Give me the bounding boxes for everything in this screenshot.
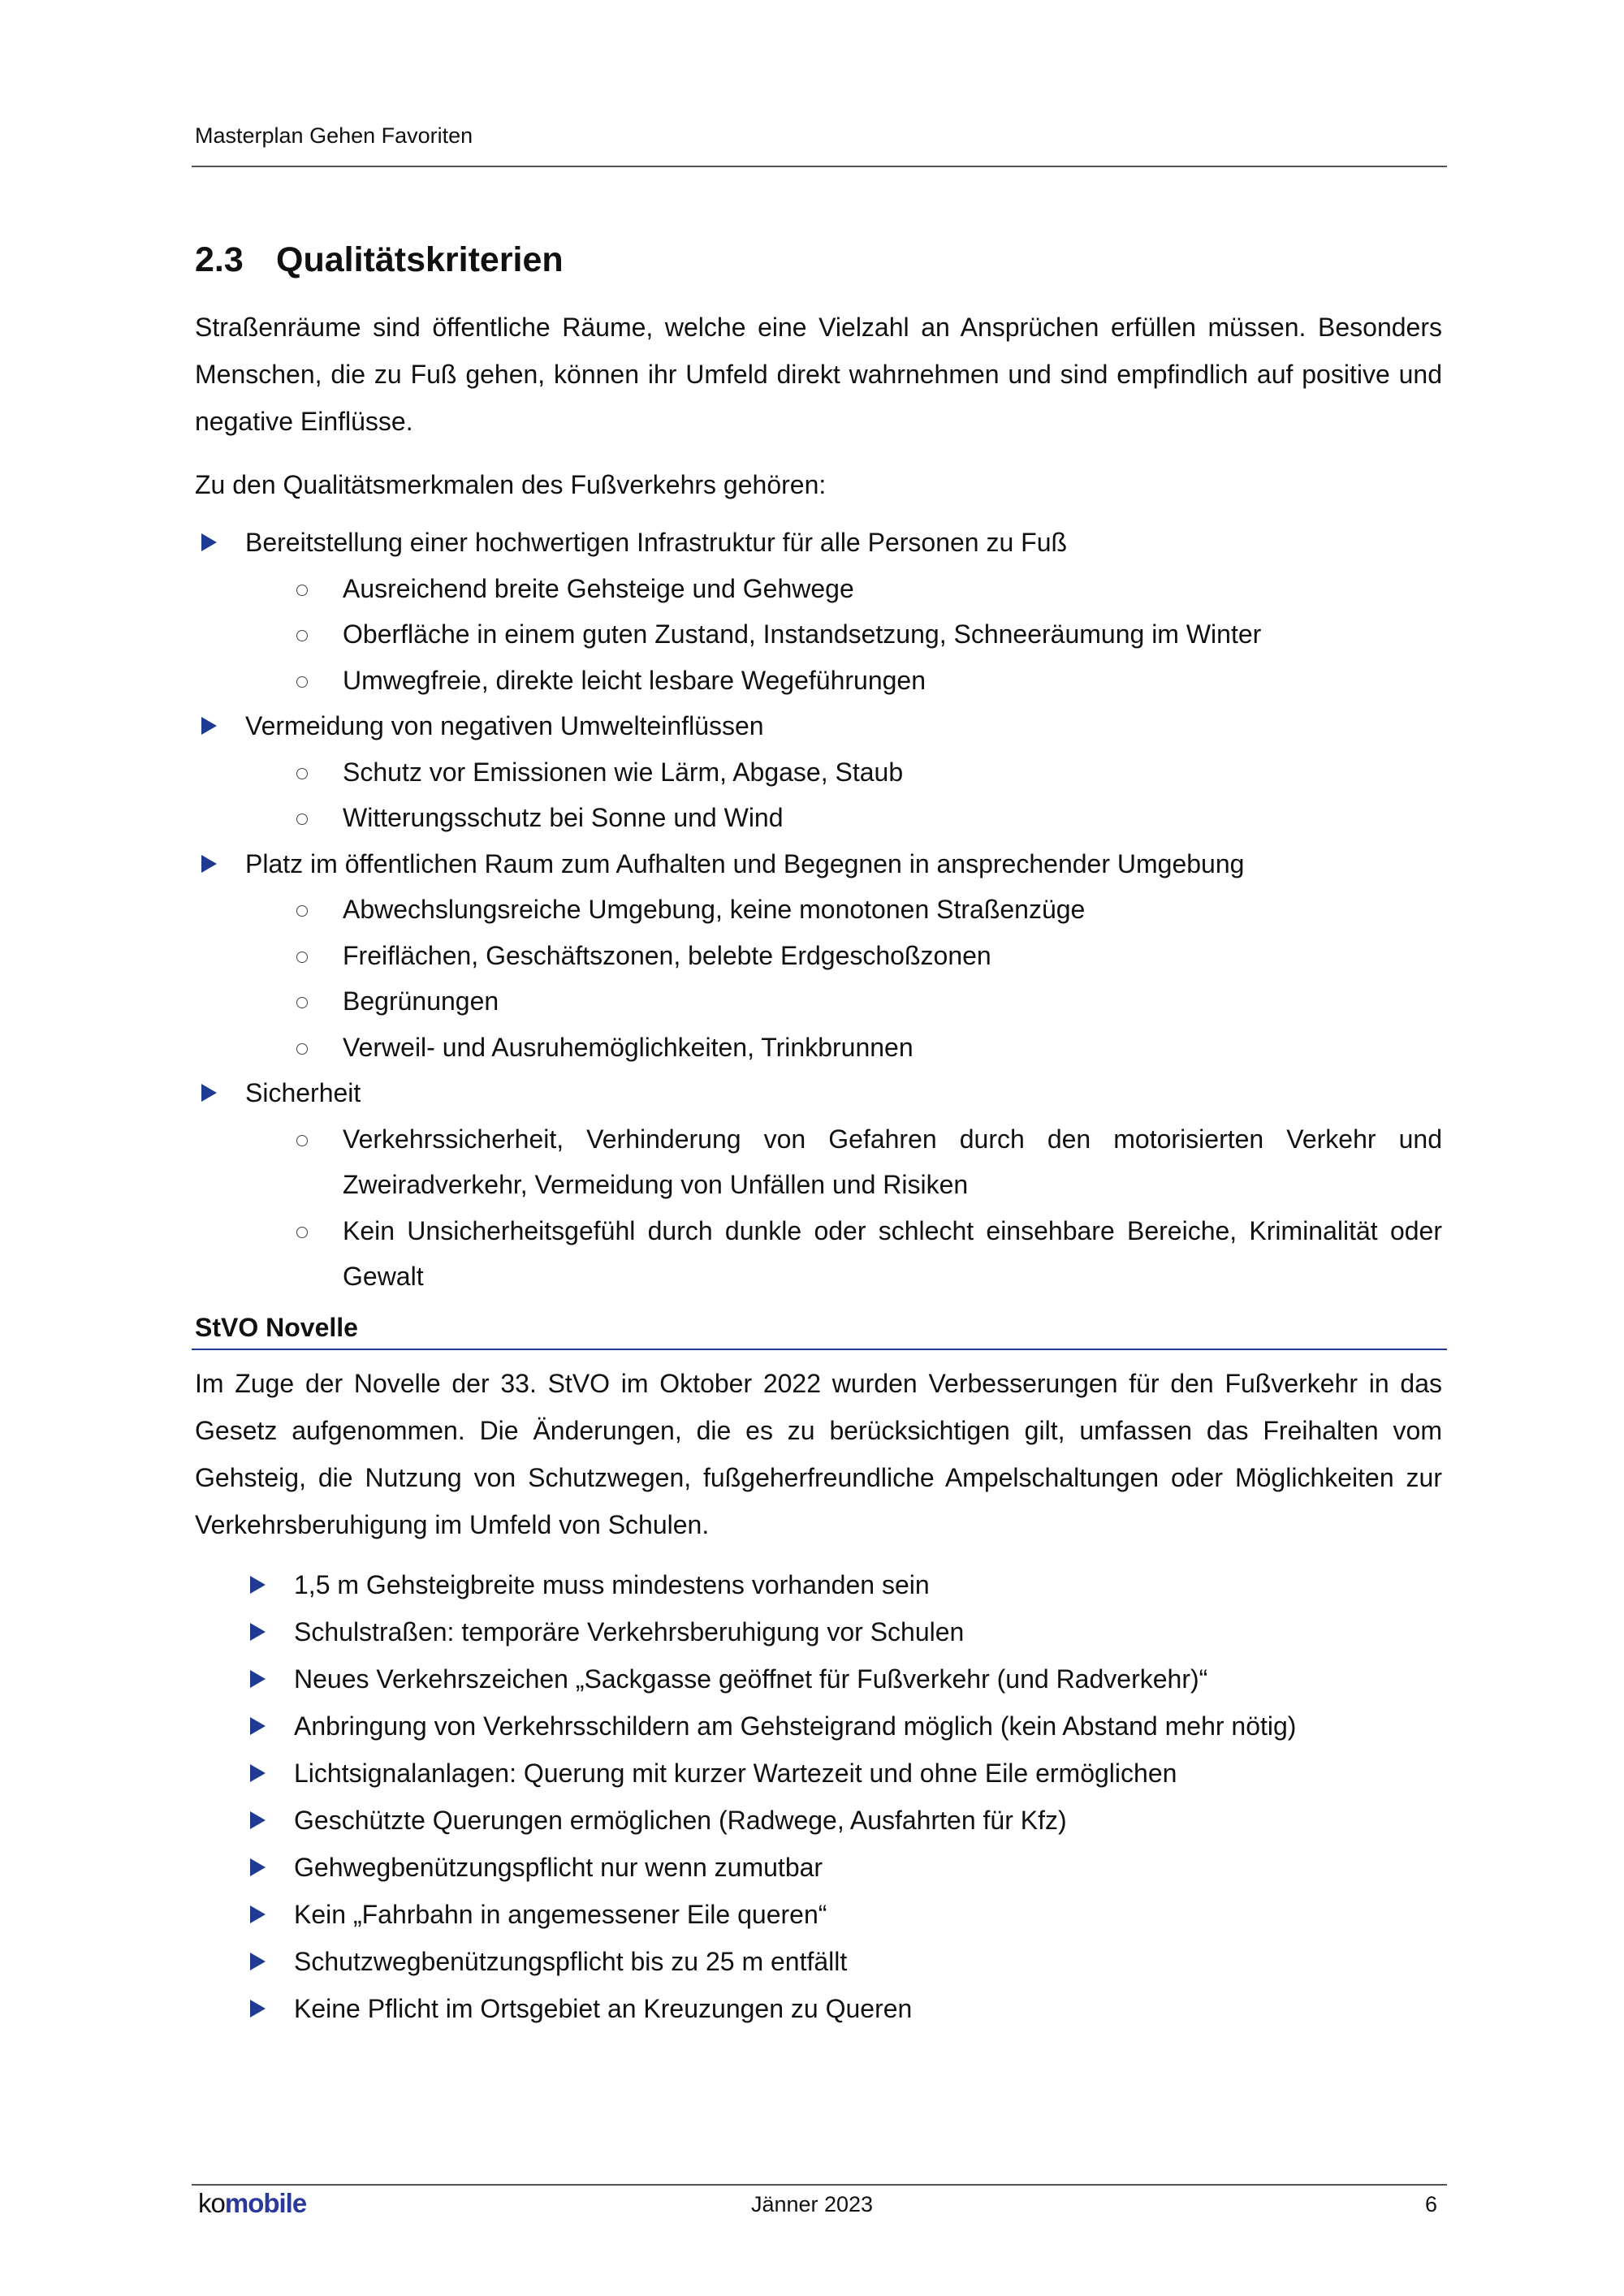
list-item xyxy=(195,1985,1442,2032)
footer-date: Jänner 2023 xyxy=(750,2192,874,2216)
page-number: 6 xyxy=(1425,2192,1438,2216)
triangle-bullet-icon xyxy=(250,1764,266,1782)
section-title: Qualitätskriterien xyxy=(276,240,564,279)
circle-bullet-icon xyxy=(296,676,308,688)
triangle-bullet-icon xyxy=(250,1576,266,1594)
section-heading xyxy=(195,235,1442,292)
stvo-paragraph: Im Zuge der Novelle der 33. StVO im Oktober 2022 wurden Verbesserungen für den Fußverkehr in das Gesetz aufgenommen. Die Änderungen, die es zu berücksichtigen gilt, umfassen das Freihalten vom Gehsteig, die Nutzung von Schutzwegen, fußgeherfreundliche Ampelschaltungen oder Möglichkeiten zur Verkehrsberuhigung im Umfeld von Schulen. xyxy=(195,1368,1442,1539)
list-item xyxy=(195,1703,1442,1750)
triangle-bullet-icon xyxy=(250,1670,266,1688)
list-item-text: Anbringung von Verkehrsschildern am Gehsteigrand möglich (kein Abstand mehr nötig) xyxy=(294,1711,1297,1741)
list-item xyxy=(195,1891,1442,1938)
stvo-heading: StVO Novelle xyxy=(195,1312,358,1342)
sub-list-item-text: Ausreichend breite Gehsteige und Gehwege xyxy=(343,573,854,603)
sub-list-item-text: Freiflächen, Geschäftszonen, belebte Erdgeschoßzonen xyxy=(343,940,991,970)
list-item-text: Gehwegbenützungspflicht nur wenn zumutbar xyxy=(294,1852,823,1882)
list-item-text: Bereitstellung einer hochwertigen Infrastruktur für alle Personen zu Fuß xyxy=(245,528,1068,557)
sub-list-item xyxy=(195,1208,1442,1300)
sub-list-item xyxy=(195,658,1442,704)
list-item xyxy=(195,1655,1442,1703)
sub-list-item-text: Oberfläche in einem guten Zustand, Instandsetzung, Schneeräumung im Winter xyxy=(343,619,1262,649)
sub-list-item-text: Verkehrssicherheit, Verhinderung von Gefahren durch den motorisierten Verkehr und Zweiradverkehr, Vermeidung von Unfällen und Risiken xyxy=(343,1124,1442,1199)
list-item-text: Lichtsignalanlagen: Querung mit kurzer Wartezeit und ohne Eile ermöglichen xyxy=(294,1758,1177,1788)
circle-bullet-icon xyxy=(296,1043,308,1055)
criteria-list xyxy=(195,520,1442,1300)
list-item-text: Geschützte Querungen ermöglichen (Radwege, Ausfahrten für Kfz) xyxy=(294,1805,1067,1835)
list-item-text: Platz im öffentlichen Raum zum Aufhalten und Begegnen in ansprechender Umgebung xyxy=(245,848,1245,878)
footer-rule xyxy=(192,2184,1447,2186)
sub-list-item xyxy=(195,611,1442,658)
running-header: Masterplan Gehen Favoriten xyxy=(195,123,473,148)
sub-list-item-text: Verweil- und Ausruhemöglichkeiten, Trinkbrunnen xyxy=(343,1032,914,1062)
triangle-bullet-icon xyxy=(250,1811,266,1829)
circle-bullet-icon xyxy=(296,814,308,825)
triangle-bullet-icon xyxy=(250,2000,266,2018)
triangle-bullet-icon xyxy=(201,533,217,551)
list-item-text: 1,5 m Gehsteigbreite muss mindestens vorhanden sein xyxy=(294,1569,930,1599)
sub-list-item-text: Begrünungen xyxy=(343,986,499,1016)
circle-bullet-icon xyxy=(296,1135,308,1146)
list-item-text: Schulstraßen: temporäre Verkehrsberuhigung vor Schulen xyxy=(294,1616,965,1646)
triangle-bullet-icon xyxy=(201,1084,217,1102)
sub-list-item xyxy=(195,795,1442,841)
circle-bullet-icon xyxy=(296,630,308,641)
list-item xyxy=(195,1938,1442,1985)
stvo-list xyxy=(195,1561,1442,2032)
intro-paragraph: Straßenräume sind öffentliche Räume, welche eine Vielzahl an Ansprüchen erfüllen müssen. Besonders Menschen, die zu Fuß gehen, können ihr Umfeld direkt wahrnehmen und sind empfindlich auf positive und negative Einflüsse. xyxy=(195,313,1442,436)
page-content xyxy=(195,235,1442,2032)
list-item-text: Sicherheit xyxy=(245,1078,361,1107)
list-item xyxy=(195,1608,1442,1655)
list-item xyxy=(195,1844,1442,1891)
list-item xyxy=(195,1750,1442,1797)
triangle-bullet-icon xyxy=(250,1623,266,1641)
sub-list-item xyxy=(195,887,1442,933)
triangle-bullet-icon xyxy=(201,717,217,735)
list-intro: Zu den Qualitätsmerkmalen des Fußverkehrs gehören: xyxy=(195,470,827,499)
sub-list-item xyxy=(195,933,1442,979)
sub-list-item-text: Schutz vor Emissionen wie Lärm, Abgase, Staub xyxy=(343,757,904,787)
sub-list-item-text: Abwechslungsreiche Umgebung, keine monotonen Straßenzüge xyxy=(343,895,1086,924)
sub-list-item xyxy=(195,978,1442,1025)
triangle-bullet-icon xyxy=(250,1858,266,1876)
header-rule xyxy=(192,166,1447,167)
list-item-text: Vermeidung von negativen Umwelteinflüssen xyxy=(245,711,764,740)
sub-list-item-text: Umwegfreie, direkte leicht lesbare Wegeführungen xyxy=(343,665,926,695)
sub-list-item xyxy=(195,749,1442,796)
list-item-text: Neues Verkehrszeichen „Sackgasse geöffnet für Fußverkehr (und Radverkehr)“ xyxy=(294,1664,1208,1694)
sub-list-item-text: Witterungsschutz bei Sonne und Wind xyxy=(343,803,784,832)
section-number: 2.3 xyxy=(195,240,244,279)
triangle-bullet-icon xyxy=(250,1953,266,1970)
sub-list-item-text: Kein Unsicherheitsgefühl durch dunkle oder schlecht einsehbare Bereiche, Kriminalität oder Gewalt xyxy=(343,1215,1442,1291)
list-item-text: Kein „Fahrbahn in angemessener Eile queren“ xyxy=(294,1899,827,1929)
list-item-text: Keine Pflicht im Ortsgebiet an Kreuzungen zu Queren xyxy=(294,1993,913,2023)
list-item xyxy=(195,520,1442,566)
list-item xyxy=(195,1070,1442,1116)
circle-bullet-icon xyxy=(296,997,308,1008)
list-item xyxy=(195,703,1442,749)
sub-list-item xyxy=(195,566,1442,612)
circle-bullet-icon xyxy=(296,768,308,779)
circle-bullet-icon xyxy=(296,905,308,917)
sub-list-item xyxy=(195,1025,1442,1071)
list-item xyxy=(195,1561,1442,1608)
logo-ko: ko xyxy=(198,2188,225,2218)
logo-mobile: mobile xyxy=(224,2188,307,2218)
triangle-bullet-icon xyxy=(201,855,217,873)
list-item xyxy=(195,1797,1442,1844)
list-item xyxy=(195,841,1442,887)
circle-bullet-icon xyxy=(296,585,308,596)
stvo-heading-rule xyxy=(192,1349,1447,1350)
list-item-text: Schutzwegbenützungspflicht bis zu 25 m entfällt xyxy=(294,1946,848,1976)
circle-bullet-icon xyxy=(296,952,308,963)
triangle-bullet-icon xyxy=(250,1717,266,1735)
circle-bullet-icon xyxy=(296,1227,308,1238)
sub-list-item xyxy=(195,1116,1442,1208)
triangle-bullet-icon xyxy=(250,1905,266,1923)
